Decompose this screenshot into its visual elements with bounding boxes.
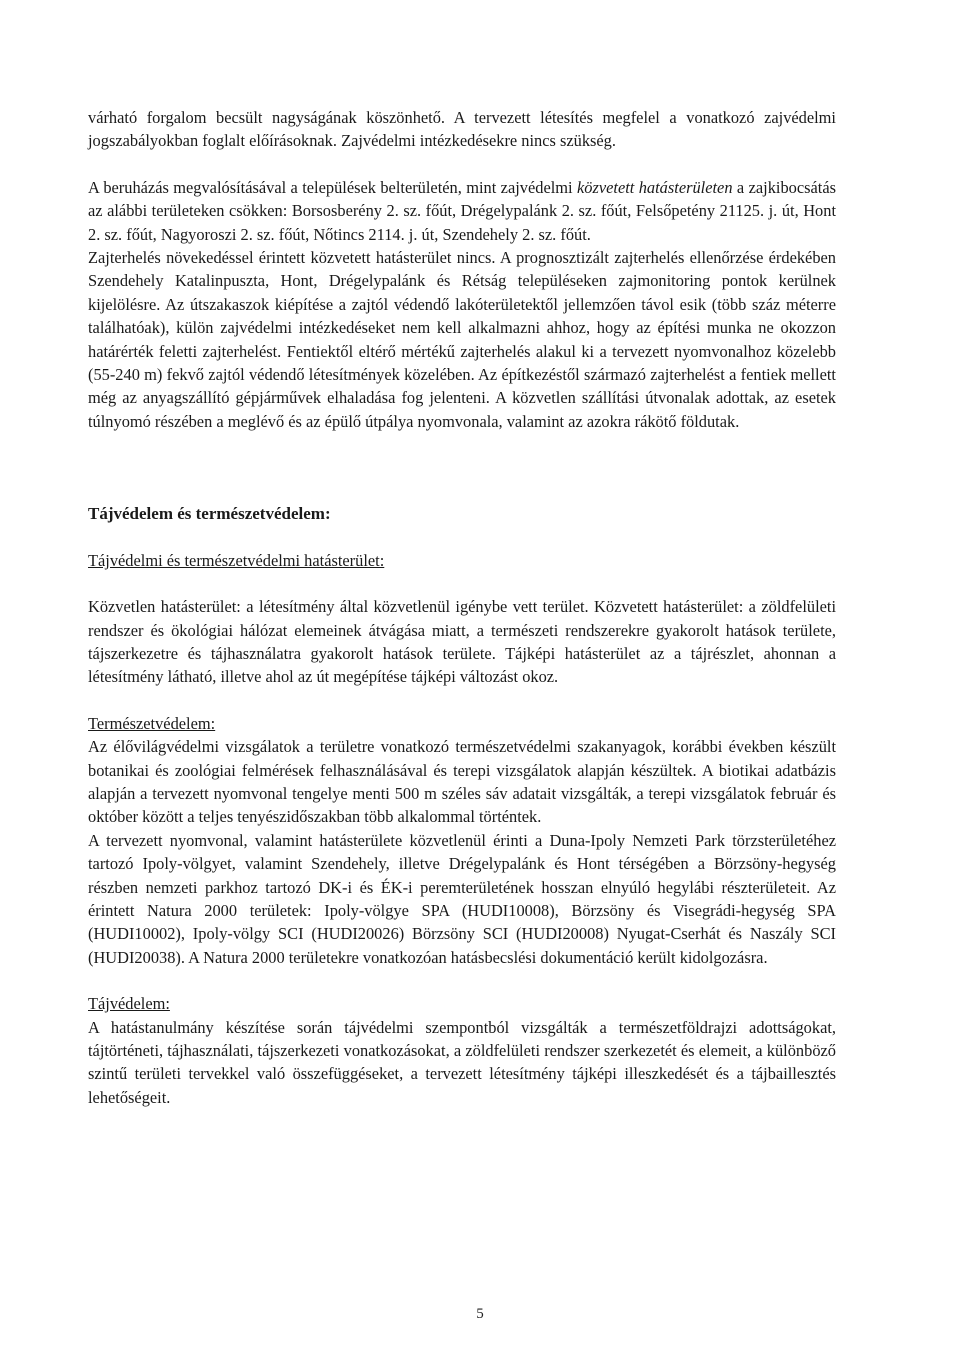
- spacer: [88, 689, 836, 712]
- subheading-nature-protection: Természetvédelem:: [88, 713, 216, 733]
- paragraph-noise-reduction: [88, 176, 836, 246]
- spacer: [88, 969, 836, 992]
- spacer: [88, 572, 836, 595]
- spacer: [88, 433, 836, 479]
- paragraph-natura-2000: A tervezett nyomvonal, valamint hatásterülete közvetlenül érinti a Duna-Ipoly Nemzeti Park törzsterületéhez tartozó Ipoly-völgyet, valamint Szendehely, illetve Drégelypalánk és Hont térségében a Börzsöny-hegység részben nemzeti parkhoz tartozó DK-i és ÉK-i peremterületének hosszan elnyúló hegylábi részterületeit. Az érintett Natura 2000 területek: Ipoly-völgye SPA (HUDI10008), Börzsöny és Visegrádi-hegység SPA (HUDI10002), Ipoly-völgy SCI (HUDI20026) Börzsöny SCI (HUDI20008) Nyugat-Cserhát és Naszály SCI (HUDI20038). A Natura 2000 területekre vonatkozóan hatásbecslési dokumentáció került kidolgozásra.: [88, 830, 836, 967]
- paragraph-nature-surveys: Az élővilágvédelmi vizsgálatok a területre vonatkozó természetvédelmi szakanyagok, korábbi években készült botanikai és zoológiai felmérések felhasználásával és terepi vizsgálatok alapján készültek. A biotikai adatbázis alapján a tervezett nyomvonal tengelye menti 500 m széles sáv adatait vizsgálták, a terepi vizsgálatok február és október között a teljes tenyészidőszakban több alkalommal történtek.: [88, 737, 836, 827]
- paragraph-noise-monitoring: Zajterhelés növekedéssel érintett közvetett hatásterület nincs. A prognosztizált zajterhelés ellenőrzése érdekében Szendehely Katalinpuszta, Hont, Drégelypalánk és Rétság településeken zajmonitoring pontok kerülnek kijelölésre. Az útszakaszok kiépítése a zajtól védendő lakóterületektől jellemzően távol esik (több száz méterre találhatóak), külön zajvédelmi intézkedéseket nem kell alkalmazni ahhoz, hogy az építési munka ne okozzon határérték feletti zajterhelést. Fentiektől eltérő mértékű zajterhelés alakul ki a tervezett nyomvonalhoz közelebb (55-240 m) fekvő zajtól védendő létesítmények közelében. Az építkezéstől származó zajterhelést a fentiek mellett még az anyagszállító gépjárművek elhaladása fog jelenteni. A közvetlen szállítási útvonalak adottak, az esetek túlnyomó részében a meglévő és az épülő útpálya nyomvonala, valamint az azokra rákötő földutak.: [88, 248, 836, 431]
- paragraph-landscape-study: A hatástanulmány készítése során tájvédelmi szempontból vizsgálták a természetföldrajzi adottságokat, tájtörténeti, tájhasználati, tájszerkezeti vonatkozásokat, a zöldfelületi rendszer szerkezetét és elemeit, a különböző szintű területi tervekkel való összefüggéseket, a tervezett létesítmény tájképi illeszkedését és a tájbaillesztés lehetőségeit.: [88, 1017, 836, 1107]
- paragraph-noise-conclusion: várható forgalom becsült nagyságának köszönhető. A tervezett létesítés megfelel a vonatkozó zajvédelmi jogszabályokban foglalt előírásoknak. Zajvédelmi intézkedésekre nincs szükség.: [88, 108, 836, 151]
- subheading-landscape-protection: Tájvédelem:: [88, 994, 170, 1014]
- page-number: 5: [476, 1306, 484, 1322]
- paragraph-noise-reduction-end: a zajkibocsátás az alábbi területeken csökken: Borsosberény 2. sz. főút, Drégelypalánk 2. sz. főút, Felsőpetény 21125. j. út, Hont 2. sz. főút, Nagyoroszi 2. sz. főút, Nőtincs 2114. j. út, Szendehely 2. sz. főút.: [88, 177, 836, 244]
- spacer: [88, 479, 836, 502]
- section-heading-landscape-nature: Tájvédelem és természetvédelem:: [88, 504, 331, 524]
- paragraph-impact-area: Közvetlen hatásterület: a létesítmény által közvetlenül igénybe vett terület. Közvetett hatásterület: a zöldfelületi rendszer és ökológiai hálózat elemeinek átvágása miatt, a természeti rendszerekre gyakorolt hatások területe, tájszerkezetre és tájhasználatra gyakorolt hatások területe. Tájképi hatásterület az a tájrészlet, ahonnan a létesítmény látható, illetve ahol az út megépítése tájképi változást okoz.: [88, 597, 836, 687]
- indirect-impact-area-term: közvetett hatásterületen: [577, 177, 733, 197]
- spacer: [88, 153, 836, 176]
- spacer: [88, 526, 836, 549]
- paragraph-noise-reduction-start: A beruházás megvalósításával a települések belterületén, mint zajvédelmi: [88, 177, 577, 197]
- subheading-impact-area: Tájvédelmi és természetvédelmi hatásterület:: [88, 550, 385, 570]
- document-page: [88, 106, 836, 1109]
